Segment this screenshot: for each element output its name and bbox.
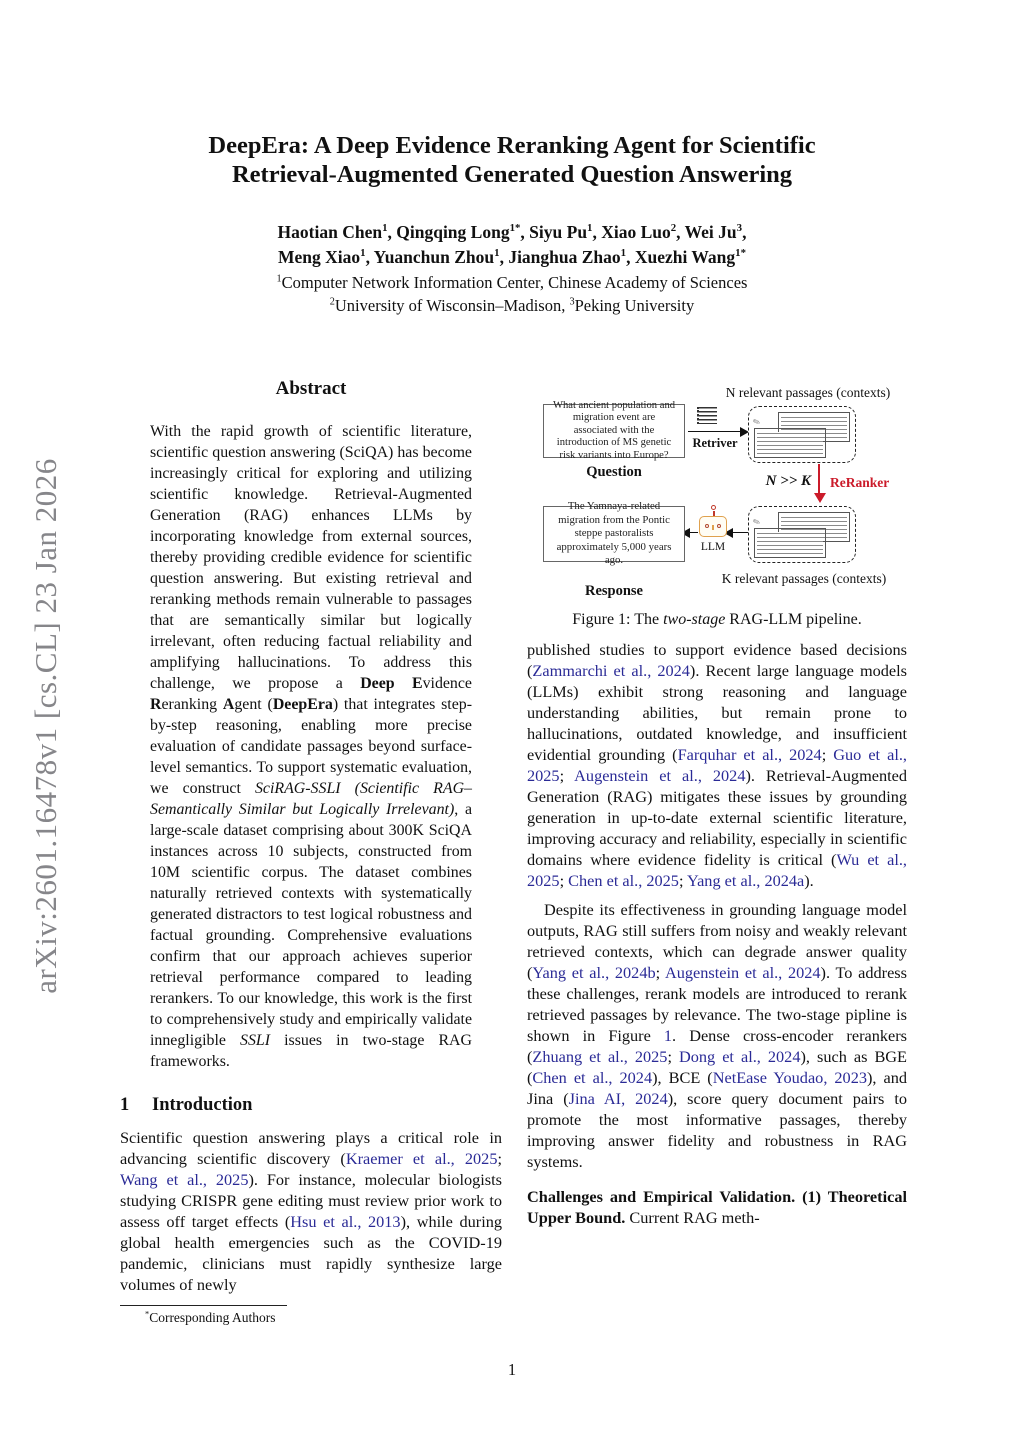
retriever-icon <box>697 407 717 424</box>
text-segment: Computer Network Information Center, Chinese Academy of Sciences <box>281 273 748 292</box>
text-segment: Meng Xiao <box>277 247 361 267</box>
citation-link[interactable]: Kraemer et al., 2025 <box>345 1149 498 1168</box>
kbox-to-llm-arrow <box>731 532 748 533</box>
text-segment: ; <box>655 963 665 982</box>
question-box: What ancient population and migration event are associated with the introduction of MS genetic risk variants into Europe? <box>543 404 685 458</box>
robot-eye <box>717 524 721 528</box>
section-title: Introduction <box>152 1095 253 1115</box>
response-box: The Yamnaya-related migration from the Pontic steppe pastoralists approximately 5,000 years ago. <box>543 506 685 562</box>
footnote-rule <box>120 1305 287 1306</box>
retriever-label: Retriver <box>692 436 738 450</box>
affiliation-line-1 <box>0 272 1024 295</box>
llm-robot-icon <box>699 516 727 537</box>
text-segment: gent ( <box>234 696 273 713</box>
reranker-arrowhead <box>814 493 826 503</box>
citation-link[interactable]: NetEase Youdao, 2023 <box>712 1068 867 1087</box>
text-segment: ; <box>678 871 687 890</box>
section-heading-introduction <box>120 1095 502 1116</box>
passages-box-bottom <box>748 506 856 563</box>
text-segment: ). To address these challenges, rerank models are introduced to rerank retrieved passages by relevance. The two-stage pipline is shown in Figure <box>527 963 907 1045</box>
pencil-icon: ✎ <box>751 516 762 529</box>
text-segment: ), BCE ( <box>652 1068 713 1087</box>
text-segment: 1 <box>382 222 388 235</box>
text-segment: Deep E <box>360 675 423 692</box>
citation-link[interactable]: Yang et al., 2024a <box>686 871 805 890</box>
text-segment: Scientific question answering plays a critical role in advancing scientific discovery ( <box>120 1128 502 1168</box>
doc-thumbnail <box>754 428 826 458</box>
text-segment: SSLI <box>240 1032 271 1049</box>
text-segment: , a large-scale dataset comprising about 300K SciQA instances across 10 subjects, constructed from 10M scientific corpus. The dataset combines naturally retrieved contexts with systematically generated distractors to test logical robustness and factual grounding. Comprehensive evaluations confirm that our approach achieves superior retrieval performance compared to leading rerankers. To our knowledge, this work is the first to comprehensively study and empirically validate innegligible <box>150 801 472 1049</box>
response-label: Response <box>584 583 643 599</box>
citation-link[interactable]: Chen et al., 2024 <box>532 1068 653 1087</box>
text-segment: 1 <box>587 222 593 235</box>
text-segment: RAG-LLM pipeline. <box>725 611 862 628</box>
text-segment: , Jianghua Zhao <box>499 247 621 267</box>
author-line-2 <box>0 245 1024 270</box>
text-segment: , Qingqing Long <box>387 222 510 242</box>
text-segment: 3 <box>736 222 743 235</box>
text-segment: ), while during global health emergencies such as the COVID-19 pandemic, clinicians must rapidly synthesize large volumes of newly <box>120 1212 502 1294</box>
text-segment: Haotian Chen <box>277 222 383 242</box>
llm-label: LLM <box>700 541 726 553</box>
affiliations-block <box>0 272 1024 317</box>
text-segment: University of Wisconsin–Madison, <box>334 295 570 315</box>
paper-title-line2: Retrieval-Augmented Generated Question Answering <box>231 161 793 188</box>
section-number: 1 <box>120 1095 130 1115</box>
text-segment: 2 <box>329 296 335 307</box>
citation-link[interactable]: 1 <box>663 1026 673 1045</box>
text-segment: two-stage <box>663 611 726 628</box>
paper-title <box>0 131 1024 189</box>
citation-link[interactable]: Wu et al., 2025 <box>527 850 907 890</box>
llm-antenna-dot <box>711 505 716 510</box>
text-segment: ) that integrates step-by-step reasoning, enabling more precise evaluation of candidate passages beyond surface-level semantics. To support systematic evaluation, we construct <box>150 696 472 797</box>
robot-mouth <box>712 525 714 530</box>
text-segment: Challenges and Empirical Validation. (1) Theoretical Upper Bound. <box>527 1187 907 1227</box>
text-segment: 1 <box>494 247 500 260</box>
citation-link[interactable]: Chen et al., 2025 <box>568 871 679 890</box>
text-segment: Figure 1: The <box>572 611 664 628</box>
text-segment: , Xiao Luo <box>592 222 671 242</box>
text-segment: DeepEra <box>272 696 333 713</box>
citation-link[interactable]: Farquhar et al., 2024 <box>677 745 822 764</box>
doc-thumbnail <box>754 528 826 558</box>
text-segment: SciRAG-SSLI (Scientific RAG–Semantically Similar but Logically Irrelevant) <box>150 780 472 818</box>
author-line-1 <box>0 220 1024 245</box>
citation-link[interactable]: Augenstein et al., 2024 <box>664 963 821 982</box>
text-segment: ), score query document pairs to promote the most informative passages, thereby improving answer fidelity and robustness in RAG systems. <box>527 1089 908 1171</box>
text-segment: ). Recent large language models (LLMs) exhibit strong reasoning and language understanding abilities, but remain prone to hallucinations, outdated knowledge, and insufficient evidential grounding ( <box>527 661 907 764</box>
right-column <box>527 385 907 1228</box>
abstract-heading: Abstract <box>275 378 347 399</box>
text-segment: issues in two-stage RAG frameworks. <box>150 1032 473 1070</box>
challenges-paragraph <box>527 1186 907 1228</box>
n-passages-label: N relevant passages (contexts) <box>725 385 891 400</box>
text-segment: , Xuezhi Wang <box>626 247 736 267</box>
text-segment: ). <box>804 871 814 890</box>
figure-caption <box>527 611 907 629</box>
footnote-text <box>120 1310 502 1326</box>
text-segment: published studies to support evidence based decisions ( <box>527 640 907 680</box>
abstract-text <box>150 421 472 1072</box>
reranker-arrow <box>818 464 820 495</box>
text-segment: vidence <box>422 675 472 692</box>
left-column <box>120 375 502 1295</box>
text-segment: ), and Jina ( <box>527 1068 908 1108</box>
text-segment: ; <box>559 766 575 785</box>
text-segment: ). For instance, molecular biologists studying CRISPR gene editing must review prior work to assess off target effects ( <box>120 1170 502 1231</box>
text-segment: A <box>222 696 235 713</box>
page-number: 1 <box>507 1360 517 1379</box>
text-segment: 1* <box>735 247 746 260</box>
figure-1-diagram <box>527 385 907 607</box>
text-segment: eranking <box>161 696 223 713</box>
text-segment: * <box>145 1309 150 1319</box>
citation-link[interactable]: Dong et al., 2024 <box>679 1047 801 1066</box>
citation-link[interactable]: Zhuang et al., 2025 <box>532 1047 668 1066</box>
text-segment: 1 <box>276 273 282 285</box>
text-segment: Corresponding Authors <box>149 1310 276 1325</box>
right-paragraph-2 <box>527 899 907 1172</box>
text-segment: ; <box>559 871 569 890</box>
intro-paragraph <box>120 1127 502 1295</box>
text-segment: 1 <box>360 247 366 260</box>
reranker-label: ReRanker <box>830 475 890 490</box>
citation-link[interactable]: Augenstein et al., 2024 <box>574 766 746 785</box>
text-segment: 3 <box>569 296 575 307</box>
text-segment: Current RAG meth- <box>629 1208 760 1227</box>
text-segment: , <box>742 222 747 242</box>
text-segment: ; <box>821 745 834 764</box>
affiliation-line-2 <box>0 295 1024 318</box>
text-segment: , Yuanchun Zhou <box>365 247 495 267</box>
pencil-icon: ✎ <box>751 416 762 429</box>
text-segment: 2 <box>670 222 677 235</box>
robot-eye <box>705 524 709 528</box>
text-segment: ; <box>497 1149 502 1168</box>
citation-link[interactable]: Guo et al., 2025 <box>527 745 907 785</box>
text-segment: Despite its effectiveness in grounding language model outputs, RAG still suffers from noisy and weakly relevant retrieved contexts, which can degrade answer quality ( <box>527 900 907 982</box>
authors-block <box>0 220 1024 270</box>
text-segment: With the rapid growth of scientific literature, scientific question answering (SciQA) has become increasingly critical for exploring and utilizing scientific knowledge. Retrieval-Augmented Generation (RAG) enhances LLMs by incorporating knowledge from external sources, thereby providing credible evidence for scientific question answering. But existing retrieval and reranking methods remain vulnerable to passages that are semantically similar but logically irrelevant, often reducing factual reliability and amplifying hallucinations. To address this challenge, we propose a <box>150 423 472 692</box>
text-segment: 1* <box>509 222 521 235</box>
footnote-block <box>120 1305 502 1326</box>
citation-link[interactable]: Yang et al., 2024b <box>532 963 656 982</box>
retriever-arrow <box>688 431 743 432</box>
paper-title-line1: DeepEra: A Deep Evidence Reranking Agent for Scientific <box>208 132 816 159</box>
question-label: Question <box>586 464 642 480</box>
citation-link[interactable]: Hsu et al., 2013 <box>290 1212 401 1231</box>
text-segment: , Wei Ju <box>676 222 737 242</box>
right-paragraph-1 <box>527 639 907 891</box>
text-segment: ). Retrieval-Augmented Generation (RAG) mitigates these issues by grounding generation in up-to-date external scientific literature, improving accuracy and reliability, especially in scientific domains where evidence fidelity is critical ( <box>527 766 907 869</box>
text-segment: ), such as BGE ( <box>527 1047 908 1087</box>
citation-link[interactable]: Wang et al., 2025 <box>120 1170 249 1189</box>
text-segment: R <box>150 696 162 713</box>
k-passages-label: K relevant passages (contexts) <box>721 571 887 586</box>
arxiv-watermark: arXiv:2601.16478v1 [cs.CL] 23 Jan 2026 <box>28 458 63 994</box>
text-segment: ; <box>667 1047 679 1066</box>
citation-link[interactable]: Zammarchi et al., 2024 <box>532 661 690 680</box>
text-segment: 1 <box>620 247 627 260</box>
text-segment: Peking University <box>574 295 695 315</box>
citation-link[interactable]: Jina AI, 2024 <box>568 1089 668 1108</box>
text-segment: . Dense cross-encoder rerankers ( <box>527 1026 907 1066</box>
paper-header <box>0 131 1024 317</box>
passages-box-top <box>748 406 856 463</box>
text-segment: , Siyu Pu <box>520 222 588 242</box>
n-much-greater-k-label: N >> K <box>765 473 811 489</box>
